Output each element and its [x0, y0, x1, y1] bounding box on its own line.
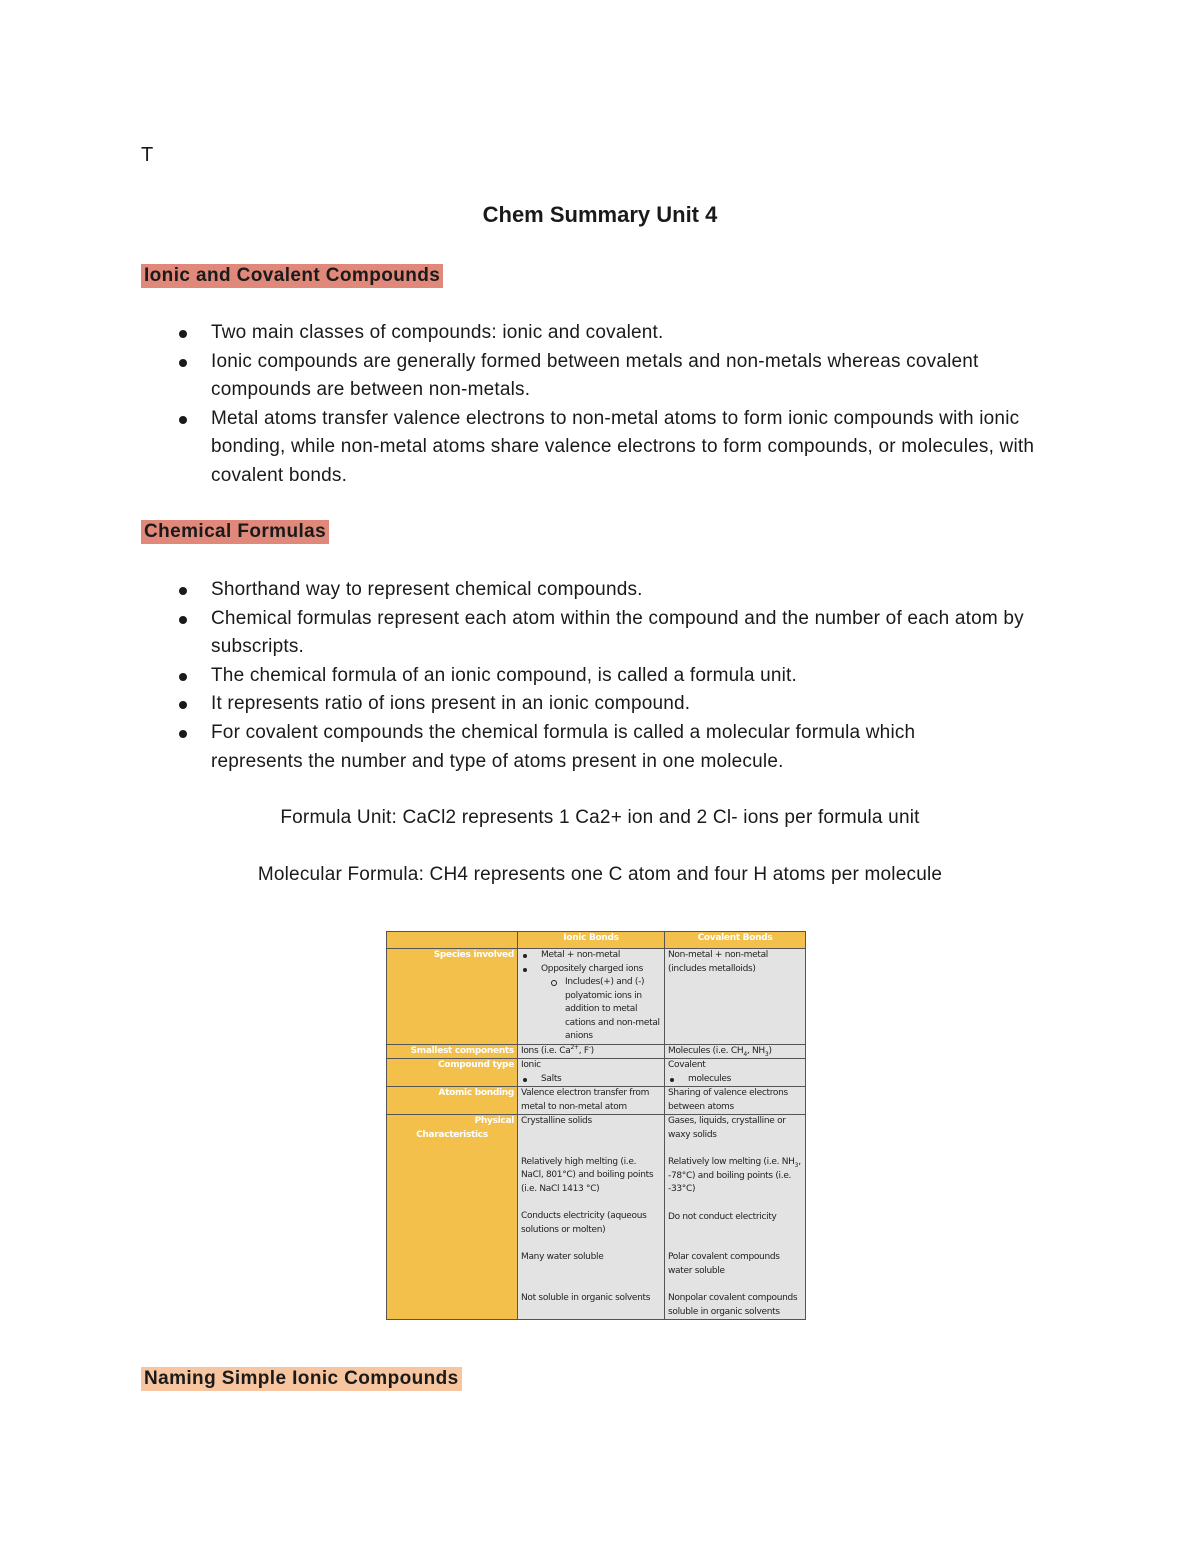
smallest-ionic-text: ) [590, 1045, 594, 1056]
table-row [387, 1087, 806, 1115]
smallest-covalent-cell [665, 1044, 806, 1059]
table-header-ionic: Ionic Bonds [518, 932, 665, 949]
molecular-formula-example: Molecular Formula: CH4 represents one C atom and four H atoms per molecule [257, 864, 943, 885]
section-heading-chemical-formulas: Chemical Formulas [141, 520, 329, 544]
compound-type-ionic-text: Ionic [521, 1060, 541, 1070]
table-row [387, 1059, 806, 1087]
table-row [387, 1115, 806, 1320]
smallest-covalent-text: ) [768, 1045, 772, 1056]
table-row [387, 1044, 806, 1059]
physical-covalent-text: Gases, liquids, crystalline or waxy solids [668, 1116, 786, 1140]
list-item: It represents ratio of ions present in an ionic compound. [211, 690, 1091, 719]
species-ionic-cell [518, 949, 665, 1045]
list-item: Two main classes of compounds: ionic and covalent. [211, 319, 1091, 348]
list-item: Salts [521, 1073, 661, 1087]
physical-covalent-cell [665, 1115, 806, 1320]
row-label-physical-line2: Characteristics [416, 1129, 488, 1140]
physical-covalent-text: Nonpolar covalent compounds soluble in organic solvents [668, 1293, 798, 1317]
atomic-bonding-covalent-cell: Sharing of valence electrons between atoms [665, 1087, 806, 1115]
bullet-list-ionic-covalent [211, 319, 1091, 491]
smallest-covalent-text: Molecules (i.e. CH [668, 1045, 744, 1056]
superscript: 2+ [570, 1043, 579, 1051]
page-title: Chem Summary Unit 4 [482, 202, 718, 227]
physical-covalent-text: Polar covalent compounds water soluble [668, 1252, 780, 1276]
row-label-compound-type: Compound type [387, 1059, 518, 1087]
subscript: 4 [743, 1050, 747, 1058]
physical-ionic-cell [518, 1115, 665, 1320]
superscript: - [588, 1043, 591, 1051]
compound-type-ionic-cell [518, 1059, 665, 1087]
physical-ionic-text: Relatively high melting (i.e. NaCl, 801°C) and boiling points (i.e. NaCl 1413 °C) [521, 1156, 654, 1194]
smallest-ionic-text: Ions (i.e. Ca [521, 1045, 571, 1056]
row-label-species: Species involved [387, 949, 518, 1045]
physical-ionic-text: Not soluble in organic solvents [521, 1292, 651, 1303]
table-header-row [387, 932, 806, 949]
smallest-ionic-cell [518, 1044, 665, 1059]
list-item: Shorthand way to represent chemical compounds. [211, 576, 1091, 605]
bullet-list-chemical-formulas [211, 576, 1091, 776]
section-heading-ionic-covalent: Ionic and Covalent Compounds [141, 264, 443, 288]
physical-covalent-text: Do not conduct electricity [668, 1211, 777, 1222]
section-heading-naming-ionic: Naming Simple Ionic Compounds [141, 1367, 462, 1391]
table-row [387, 949, 806, 1045]
stray-character: T [141, 144, 154, 166]
physical-covalent-fragment: , -78°C) and boiling points (i.e. -33°C) [668, 1157, 801, 1194]
list-item: Metal atoms transfer valence electrons to non-metal atoms to form ionic compounds with ionic bonding, while non-metal atoms share valence electrons to form compounds, or molecules, with covalent bonds. [211, 405, 1091, 491]
atomic-bonding-ionic-cell: Valence electron transfer from metal to non-metal atom [518, 1087, 665, 1115]
list-item: Chemical formulas represent each atom within the compound and the number of each atom by subscripts. [211, 605, 1046, 662]
list-item: molecules [668, 1073, 802, 1087]
list-item: Ionic compounds are generally formed between metals and non-metals whereas covalent compounds are between non-metals. [211, 348, 1001, 405]
list-item: For covalent compounds the chemical formula is called a molecular formula which represents the number and type of atoms present in one molecule. [211, 719, 1011, 776]
list-item: Oppositely charged ions [521, 963, 661, 977]
table-header-empty [387, 932, 518, 949]
smallest-covalent-text: , NH [746, 1045, 765, 1056]
row-label-physical-line1: Physical [474, 1116, 514, 1126]
row-label-smallest: Smallest components [387, 1044, 518, 1059]
physical-ionic-text: Many water soluble [521, 1252, 604, 1262]
compound-type-covalent-cell [665, 1059, 806, 1087]
species-covalent-cell: Non-metal + non-metal (includes metalloids) [665, 949, 806, 1045]
subscript: 3 [794, 1161, 799, 1169]
row-label-atomic-bonding: Atomic bonding [387, 1087, 518, 1115]
physical-covalent-text [668, 1156, 802, 1197]
list-item: The chemical formula of an ionic compound, is called a formula unit. [211, 662, 1091, 691]
physical-covalent-fragment: Relatively low melting (i.e. NH [668, 1157, 795, 1167]
smallest-ionic-text: , F [578, 1045, 589, 1056]
compound-type-covalent-text: Covalent [668, 1060, 706, 1070]
physical-ionic-text: Conducts electricity (aqueous solutions or molten) [521, 1211, 647, 1235]
physical-ionic-text: Crystalline solids [521, 1116, 592, 1126]
subscript: 3 [764, 1050, 769, 1058]
list-item: Includes(+) and (-) polyatomic ions in addition to metal cations and non-metal anions [521, 976, 661, 1044]
formula-unit-example: Formula Unit: CaCl2 represents 1 Ca2+ ion and 2 Cl- ions per formula unit [280, 807, 920, 828]
ionic-vs-covalent-table [386, 931, 806, 1320]
list-item: Metal + non-metal [521, 949, 661, 963]
row-label-physical [387, 1115, 518, 1320]
table-header-covalent: Covalent Bonds [665, 932, 806, 949]
